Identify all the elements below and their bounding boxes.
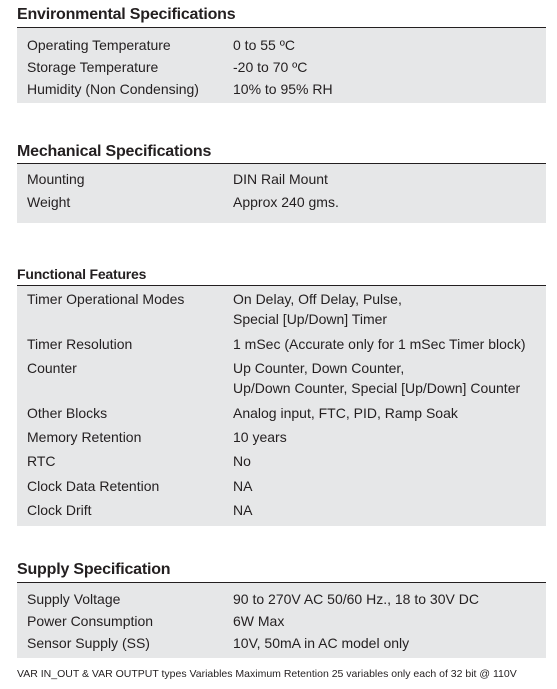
row-label: Clock Drift bbox=[27, 502, 92, 518]
row-value: NA bbox=[233, 502, 253, 518]
row-value: 90 to 270V AC 50/60 Hz., 18 to 30V DC bbox=[233, 591, 479, 607]
row-value: -20 to 70 ºC bbox=[233, 59, 308, 75]
row-label: Timer Resolution bbox=[27, 336, 133, 352]
row-label: Supply Voltage bbox=[27, 591, 121, 607]
supply-table bbox=[17, 583, 546, 658]
row-value: 0 to 55 ºC bbox=[233, 37, 295, 53]
row-value: 10% to 95% RH bbox=[233, 81, 333, 97]
row-label: Humidity (Non Condensing) bbox=[27, 81, 199, 97]
environmental-table bbox=[17, 28, 546, 103]
row-value: Up/Down Counter, Special [Up/Down] Counter bbox=[233, 380, 521, 396]
row-label: Clock Data Retention bbox=[27, 478, 160, 494]
row-value: Up Counter, Down Counter, bbox=[233, 360, 405, 376]
mechanical-table bbox=[17, 164, 546, 223]
row-value: On Delay, Off Delay, Pulse, bbox=[233, 291, 402, 307]
functional-title: Functional Features bbox=[17, 266, 147, 282]
row-value: NA bbox=[233, 478, 253, 494]
row-label: Storage Temperature bbox=[27, 59, 159, 75]
row-value: 6W Max bbox=[233, 613, 285, 629]
functional-table bbox=[17, 286, 546, 526]
mechanical-title: Mechanical Specifications bbox=[17, 143, 212, 160]
row-label: Power Consumption bbox=[27, 613, 154, 629]
row-label: Timer Operational Modes bbox=[27, 291, 185, 307]
row-label: Mounting bbox=[27, 171, 85, 187]
row-label: Other Blocks bbox=[27, 405, 108, 421]
row-value: 10V, 50mA in AC model only bbox=[233, 635, 410, 651]
row-label: Sensor Supply (SS) bbox=[27, 635, 150, 651]
row-label: Counter bbox=[27, 360, 77, 376]
footnote: VAR IN_OUT & VAR OUTPUT types Variables Maximum Retention 25 variables only each of 32 bit @ 110V bbox=[17, 668, 517, 680]
row-label: Operating Temperature bbox=[27, 37, 171, 53]
supply-title: Supply Specification bbox=[17, 561, 171, 578]
row-value: Approx 240 gms. bbox=[233, 194, 339, 210]
row-label: Memory Retention bbox=[27, 429, 142, 445]
row-value: 1 mSec (Accurate only for 1 mSec Timer block) bbox=[233, 336, 526, 352]
row-label: RTC bbox=[27, 453, 56, 469]
row-value: 10 years bbox=[233, 429, 287, 445]
row-value: DIN Rail Mount bbox=[233, 171, 328, 187]
environmental-title: Environmental Specifications bbox=[17, 6, 236, 23]
row-label: Weight bbox=[27, 194, 71, 210]
row-value: Special [Up/Down] Timer bbox=[233, 311, 388, 327]
row-value: No bbox=[233, 453, 251, 469]
row-value: Analog input, FTC, PID, Ramp Soak bbox=[233, 405, 458, 421]
